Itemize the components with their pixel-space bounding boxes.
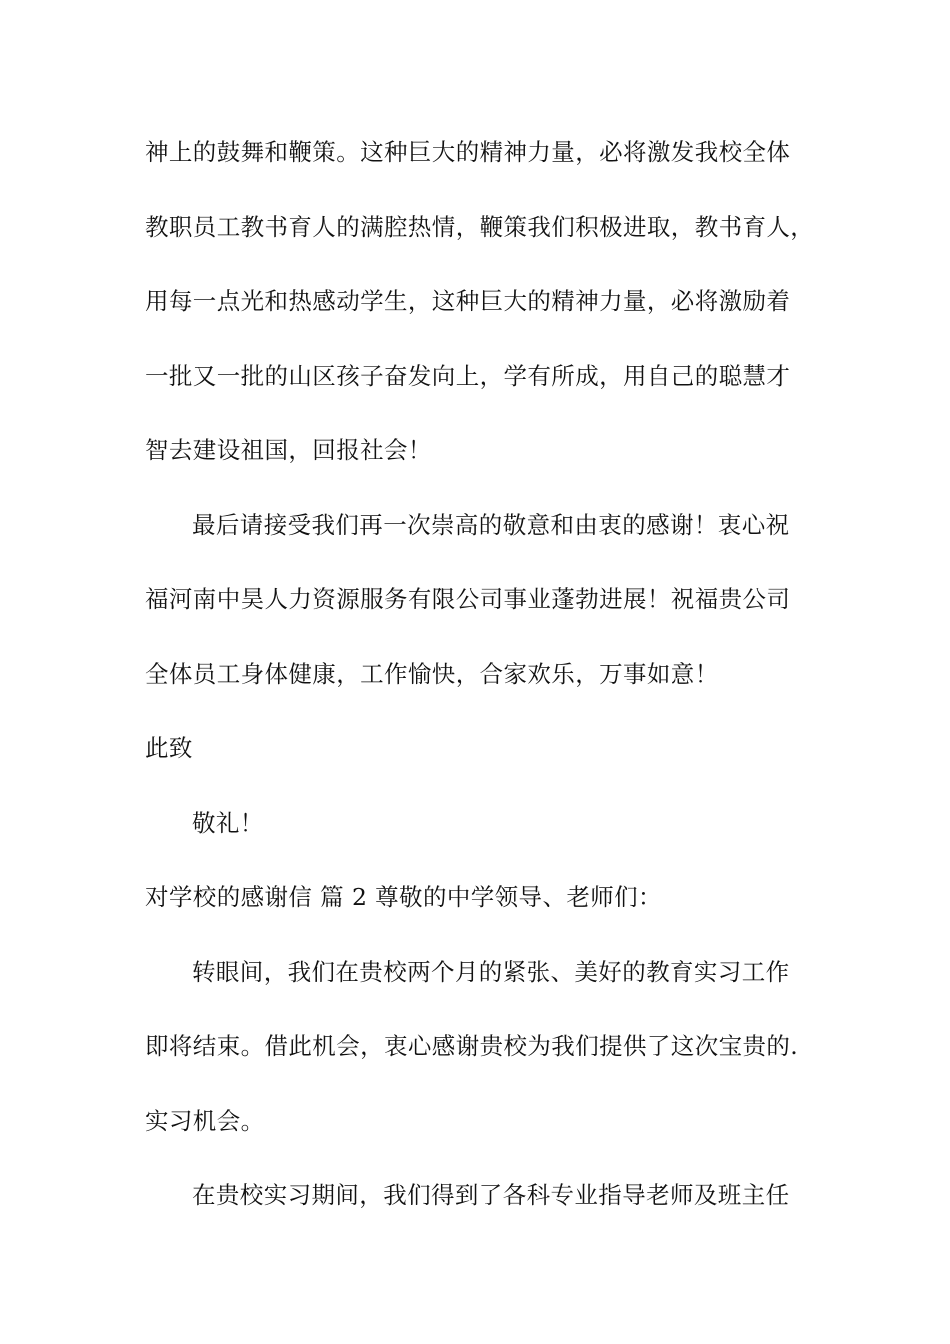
text-line: 实习机会。: [145, 1107, 265, 1135]
section-heading: 对学校的感谢信 篇 2 尊敬的中学领导、老师们：: [145, 883, 662, 911]
closing-regards: 敬礼！: [192, 809, 264, 837]
text-line: 全体员工身体健康，工作愉快，合家欢乐，万事如意！: [145, 660, 719, 688]
text-line: 用每一点光和热感动学生，这种巨大的精神力量，必将激励着: [145, 287, 791, 315]
text-line: 福河南中昊人力资源服务有限公司事业蓬勃进展！祝福贵公司: [145, 585, 791, 613]
text-line: 教职员工教书育人的满腔热情，鞭策我们积极进取，教书育人，: [145, 213, 815, 241]
text-line: 即将结束。借此机会，衷心感谢贵校为我们提供了这次宝贵的.: [145, 1032, 799, 1060]
text-line: 转眼间，我们在贵校两个月的紧张、美好的教育实习工作: [192, 958, 790, 986]
text-line: 神上的鼓舞和鞭策。这种巨大的精神力量，必将激发我校全体: [145, 138, 791, 166]
text-line: 最后请接受我们再一次崇高的敬意和由衷的感谢！衷心祝: [192, 511, 790, 539]
text-line: 一批又一批的山区孩子奋发向上，学有所成，用自己的聪慧才: [145, 362, 791, 390]
text-line: 智去建设祖国，回报社会！: [145, 436, 432, 464]
closing-salutation: 此致: [145, 734, 193, 762]
text-line: 在贵校实习期间，我们得到了各科专业指导老师及班主任: [192, 1181, 790, 1209]
